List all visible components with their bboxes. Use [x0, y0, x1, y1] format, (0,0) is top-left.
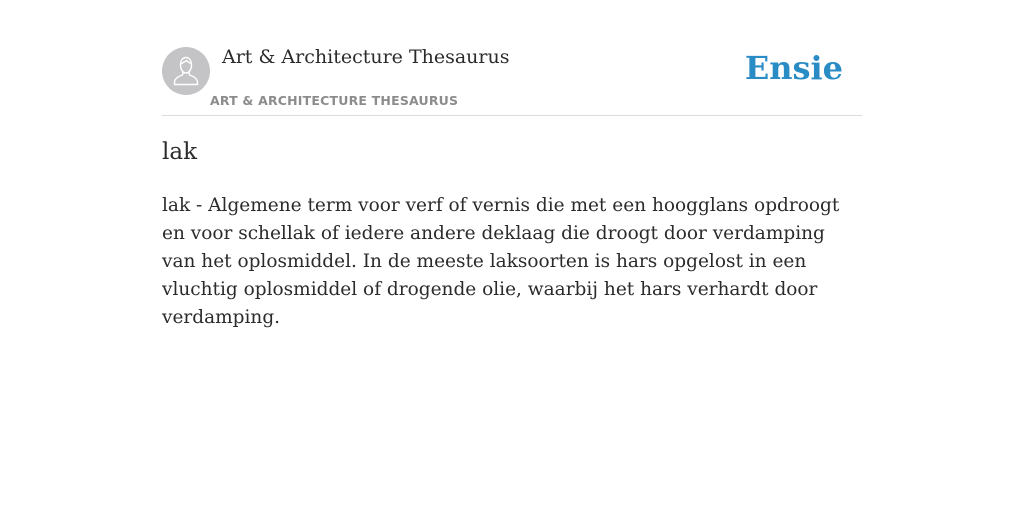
- entry-header: [162, 40, 862, 116]
- author-subtitle[interactable]: ART & ARCHITECTURE THESAURUS: [210, 93, 459, 108]
- brand-logo[interactable]: Ensie: [744, 49, 843, 87]
- entry-term: lak: [162, 139, 198, 165]
- author-name[interactable]: Art & Architecture Thesaurus: [222, 46, 510, 68]
- entry-definition: lak - Algemene term voor verf of vernis die met een hoogglans opdroogt en voor schellak of iedere andere deklaag die droogt door verdamping van het oplosmiddel. In de meeste laksoorten is hars opgelost in een vluchtig oplosmiddel of drogende olie, waarbij het hars verhardt door verdamping.: [162, 195, 840, 328]
- user-icon: [162, 47, 210, 95]
- avatar[interactable]: [162, 47, 210, 95]
